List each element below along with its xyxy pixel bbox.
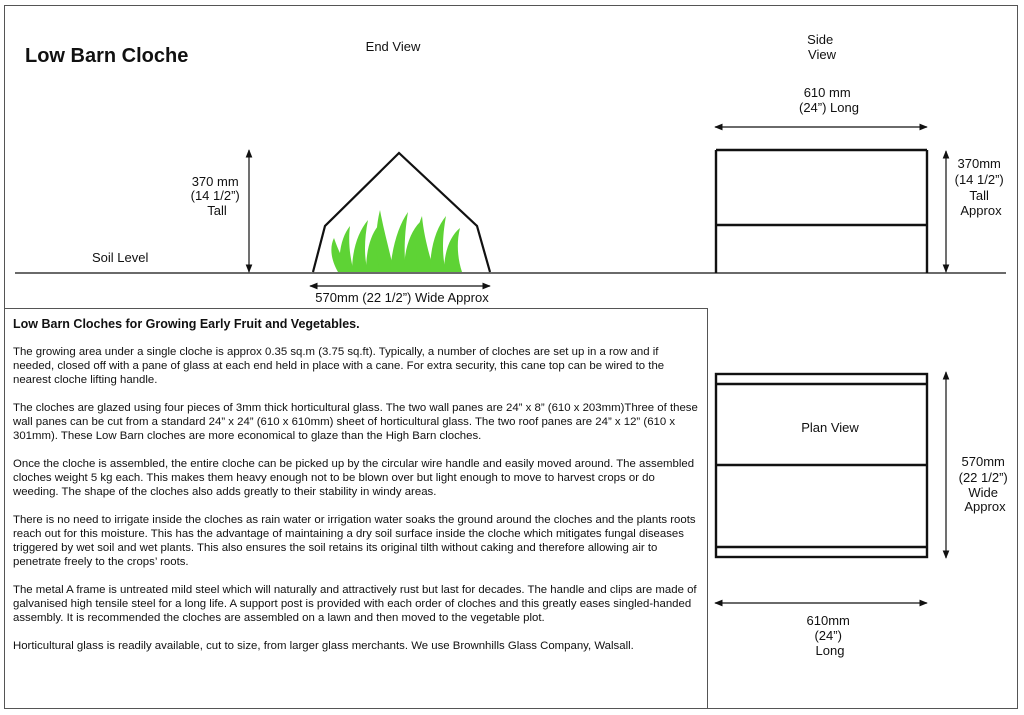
description-paragraph: The cloches are glazed using four pieces of 3mm thick horticultural glass. The two wall panes are 24” x 8” (610 x 203mm)Three of these wall panes can be cut from a standard 24” x 24” (610 x 610mm) sheet of horticultural glass. The two roof panes are 24” x 12” (610 x 301mm). These Low Barn cloches are more economical to glaze than the High Barn cloches. [13,402,698,442]
plan-view-length-label: 610mm (24”) Long [806,613,850,658]
plan-view-label: Plan View [801,420,859,435]
description-heading: Low Barn Cloches for Growing Early Fruit and Vegetables. [13,317,360,331]
side-view-label: Side View [807,32,836,62]
description-paragraph: Once the cloche is assembled, the entire cloche can be picked up by the circular wire handle and easily moved around. The assembled cloches weight 5 kg each. This makes them heavy enough not to be blown over but light enough to move to harvest crops or do weeding. The shape of the cloches also adds greatly to their stability in windy areas. [13,458,695,498]
description-paragraph: Horticultural glass is readily available, cut to size, from larger glass merchants. We use Brownhills Glass Company, Walsall. [13,640,634,652]
plan-view-width-label: 570mm (22 1/2”) Wide Approx [958,454,1008,514]
description-paragraph: The growing area under a single cloche is approx 0.35 sq.m (3.75 sq.ft). Typically, a number of cloches are set up in a row and if needed, closed off with a pane of glass at each end held in place with a cane. For extra security, this cane top can be wired to the nearest cloche lifting handle. [13,346,665,386]
side-view-length-label: 610 mm (24”) Long [799,85,859,115]
end-view-height-label: 370 mm (14 1/2”) Tall [190,174,240,218]
end-view-plants [331,210,462,272]
side-view-cloche [716,150,927,273]
plan-view-cloche [716,374,927,557]
soil-level-label: Soil Level [92,250,149,265]
page-title: Low Barn Cloche [25,45,189,67]
end-view-label: End View [365,39,421,54]
side-view-height-label: 370mm (14 1/2”) Tall Approx [954,156,1004,218]
description-paragraph: The metal A frame is untreated mild steel which will naturally and attractively rust but last for decades. The handle and clips are made of galvanised high tensile steel for a long life. A support post is provided with each order of cloches and this greatly eases singled-handed assembly. It is recommended the cloches are assembled on a lawn and then moved to the vegetable plot. [13,584,697,624]
description-box [4,308,708,709]
description-paragraph: There is no need to irrigate inside the cloches as rain water or irrigation water soaks the ground around the cloches and the plants roots reach out for this moisture. This has the advantage of maintaining a dry soil surface inside the cloche which mitigates fungal diseases triggered by wet soil and wet plants. This also ensures the soil retains its original tilth without caking and therefore allowing air to penetrate freely to the crops’ roots. [13,514,696,568]
end-view-width-label: 570mm (22 1/2”) Wide Approx [315,290,489,305]
